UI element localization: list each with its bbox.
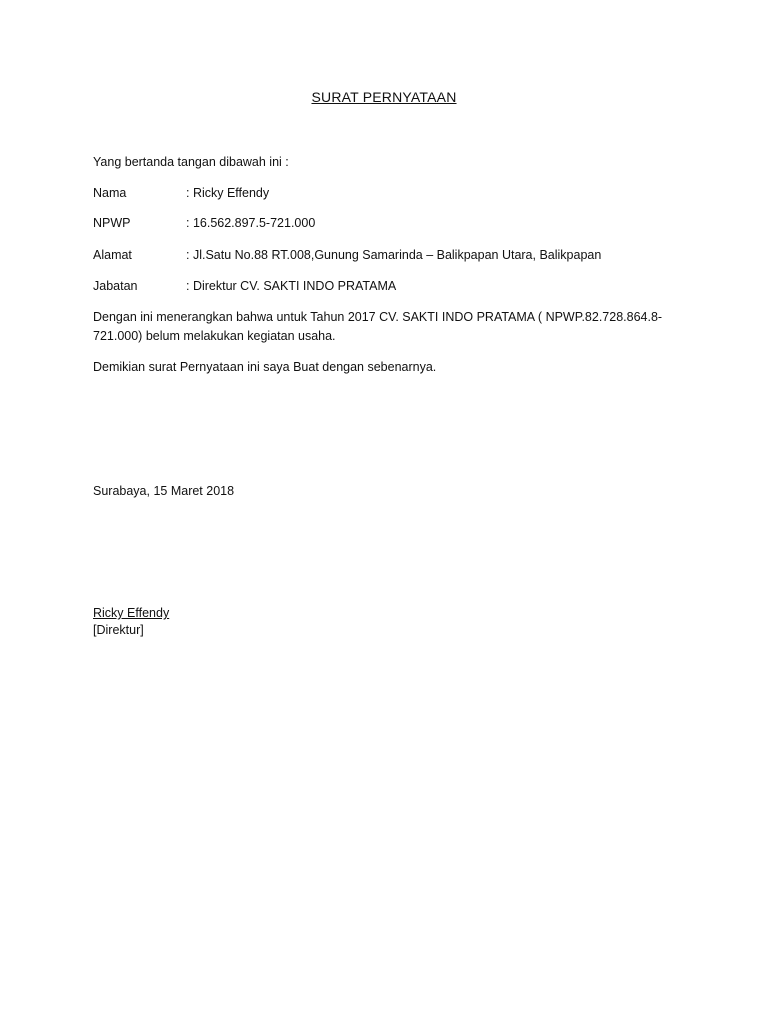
statement-line-2: 721.000) belum melakukan kegiatan usaha. (93, 329, 336, 343)
statement-line-1: Dengan ini menerangkan bahwa untuk Tahun 2017 CV. SAKTI INDO PRATAMA ( NPWP.82.728.864.8- (93, 310, 663, 324)
field-value-npwp: : 16.562.897.5-721.000 (186, 216, 316, 230)
field-value-alamat: : Jl.Satu No.88 RT.008,Gunung Samarinda – Balikpapan Utara, Balikpapan (186, 248, 602, 262)
field-label-nama: Nama (93, 186, 127, 200)
closing-text: Demikian surat Pernyataan ini saya Buat dengan sebenarnya. (93, 360, 437, 374)
document-title: SURAT PERNYATAAN (311, 89, 457, 105)
field-label-alamat: Alamat (93, 248, 132, 262)
intro-text: Yang bertanda tangan dibawah ini : (93, 155, 289, 169)
field-value-jabatan: : Direktur CV. SAKTI INDO PRATAMA (186, 279, 397, 293)
signatory-name: Ricky Effendy (93, 606, 170, 620)
signatory-position: [Direktur] (93, 623, 144, 637)
field-value-nama: : Ricky Effendy (186, 186, 270, 200)
field-label-jabatan: Jabatan (93, 279, 138, 293)
field-label-npwp: NPWP (93, 216, 131, 230)
place-date: Surabaya, 15 Maret 2018 (93, 484, 235, 498)
